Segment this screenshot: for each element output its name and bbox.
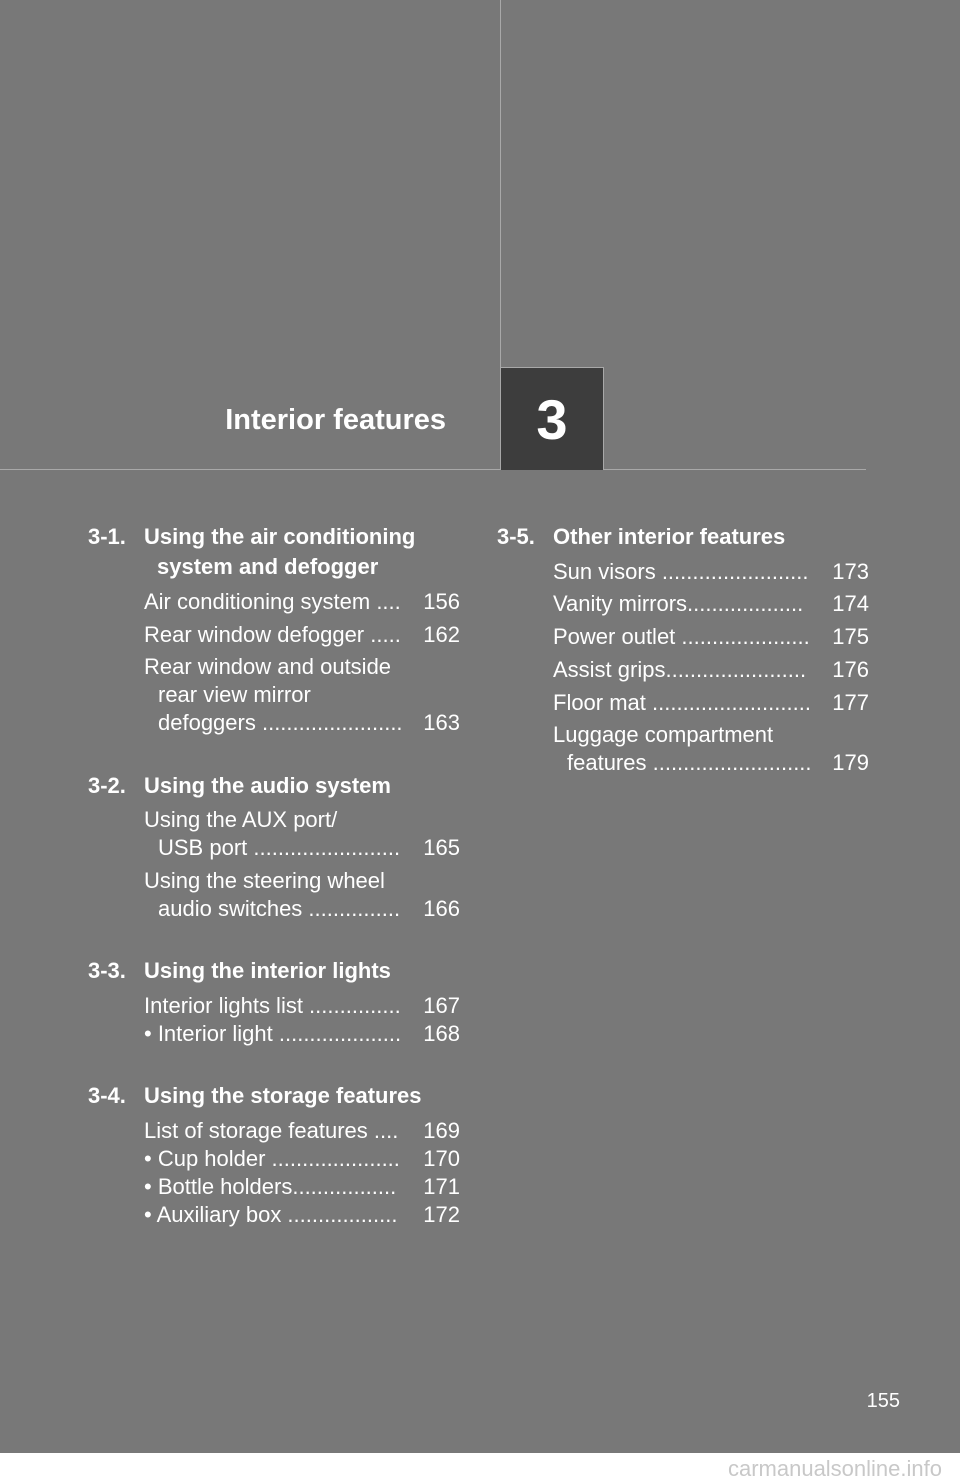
entry-text: • Auxiliary box .................. <box>144 1202 398 1227</box>
entry-text: Floor mat .......................... <box>553 690 811 715</box>
section-number: 3-4. <box>88 1083 126 1108</box>
section-heading-3-5 <box>497 522 877 552</box>
entry-page: 165 <box>423 835 460 860</box>
toc-entry[interactable] <box>144 588 460 616</box>
section-heading-3-4 <box>88 1081 468 1111</box>
toc-entry[interactable] <box>553 558 869 586</box>
toc-entry[interactable] <box>144 621 460 649</box>
entry-text: Interior lights list ............... <box>144 993 401 1018</box>
entry-text: Vanity mirrors................... <box>553 591 804 616</box>
toc-entry[interactable] <box>144 992 460 1020</box>
entry-text: • Bottle holders................. <box>144 1174 397 1199</box>
toc-entry-line1[interactable]: Using the steering wheel <box>144 868 385 893</box>
entry-page: 174 <box>832 591 869 616</box>
section-title: Using the air conditioning <box>144 524 416 549</box>
toc-entry[interactable] <box>553 656 869 684</box>
section-title: Other interior features <box>553 524 786 549</box>
entry-text: Assist grips....................... <box>553 657 807 682</box>
entry-text: Air conditioning system .... <box>144 589 401 614</box>
section-title: Using the interior lights <box>144 958 391 983</box>
section-title-cont: system and defogger <box>157 554 379 579</box>
entry-text: List of storage features .... <box>144 1118 399 1143</box>
entry-page: 177 <box>832 690 869 715</box>
section-number: 3-3. <box>88 958 126 983</box>
toc-entry[interactable] <box>553 590 869 618</box>
section-title: Using the storage features <box>144 1083 422 1108</box>
entry-page: 163 <box>423 710 460 735</box>
section-title: Using the audio system <box>144 773 391 798</box>
entry-text: Power outlet ..................... <box>553 624 810 649</box>
toc-entry-line1[interactable]: Luggage compartment <box>553 722 774 747</box>
entry-page: 172 <box>423 1202 460 1227</box>
entry-page: 162 <box>423 622 460 647</box>
entry-text: USB port ........................ <box>158 835 401 860</box>
toc-entry[interactable] <box>567 749 869 777</box>
section-heading-3-3 <box>88 956 468 986</box>
entry-page: 167 <box>423 993 460 1018</box>
entry-text: audio switches ............... <box>158 896 401 921</box>
toc-entry[interactable] <box>144 1145 460 1173</box>
entry-text: Rear window defogger ..... <box>144 622 401 647</box>
entry-text: • Interior light .................... <box>144 1021 402 1046</box>
toc-entry[interactable] <box>553 623 869 651</box>
entry-text: Sun visors ........................ <box>553 559 809 584</box>
entry-text: defoggers ....................... <box>158 710 403 735</box>
section-number: 3-1. <box>88 524 126 549</box>
entry-page: 170 <box>423 1146 460 1171</box>
toc-entry[interactable] <box>144 1173 460 1201</box>
toc-entry-line1[interactable]: Rear window and outside <box>144 654 392 679</box>
entry-page: 179 <box>832 750 869 775</box>
horizontal-divider <box>0 469 866 470</box>
entry-page: 171 <box>423 1174 460 1199</box>
section-number: 3-5. <box>497 524 535 549</box>
entry-page: 166 <box>423 896 460 921</box>
page-number: 155 <box>866 1390 900 1412</box>
vertical-divider <box>500 0 501 368</box>
toc-entry[interactable] <box>144 1020 460 1048</box>
entry-page: 169 <box>423 1118 460 1143</box>
entry-page: 173 <box>832 559 869 584</box>
toc-entry[interactable] <box>553 689 869 717</box>
entry-page: 156 <box>423 589 460 614</box>
toc-entry-line2[interactable]: rear view mirror <box>158 682 311 707</box>
entry-page: 176 <box>832 657 869 682</box>
chapter-number-tab: 3 <box>500 367 604 470</box>
toc-entry-line1[interactable]: Using the AUX port/ <box>144 807 338 832</box>
toc-entry[interactable] <box>158 709 460 737</box>
section-number: 3-2. <box>88 773 126 798</box>
entry-page: 175 <box>832 624 869 649</box>
toc-entry[interactable] <box>158 895 460 923</box>
section-heading-3-2 <box>88 771 468 801</box>
toc-entry[interactable] <box>158 834 460 862</box>
toc-entry[interactable] <box>144 1117 460 1145</box>
chapter-title: Interior features <box>225 404 446 436</box>
entry-text: features .......................... <box>567 750 812 775</box>
toc-entry[interactable] <box>144 1201 460 1229</box>
entry-text: • Cup holder ..................... <box>144 1146 400 1171</box>
entry-page: 168 <box>423 1021 460 1046</box>
section-heading-3-1 <box>88 522 468 582</box>
watermark: carmanualsonline.info <box>0 1453 960 1484</box>
